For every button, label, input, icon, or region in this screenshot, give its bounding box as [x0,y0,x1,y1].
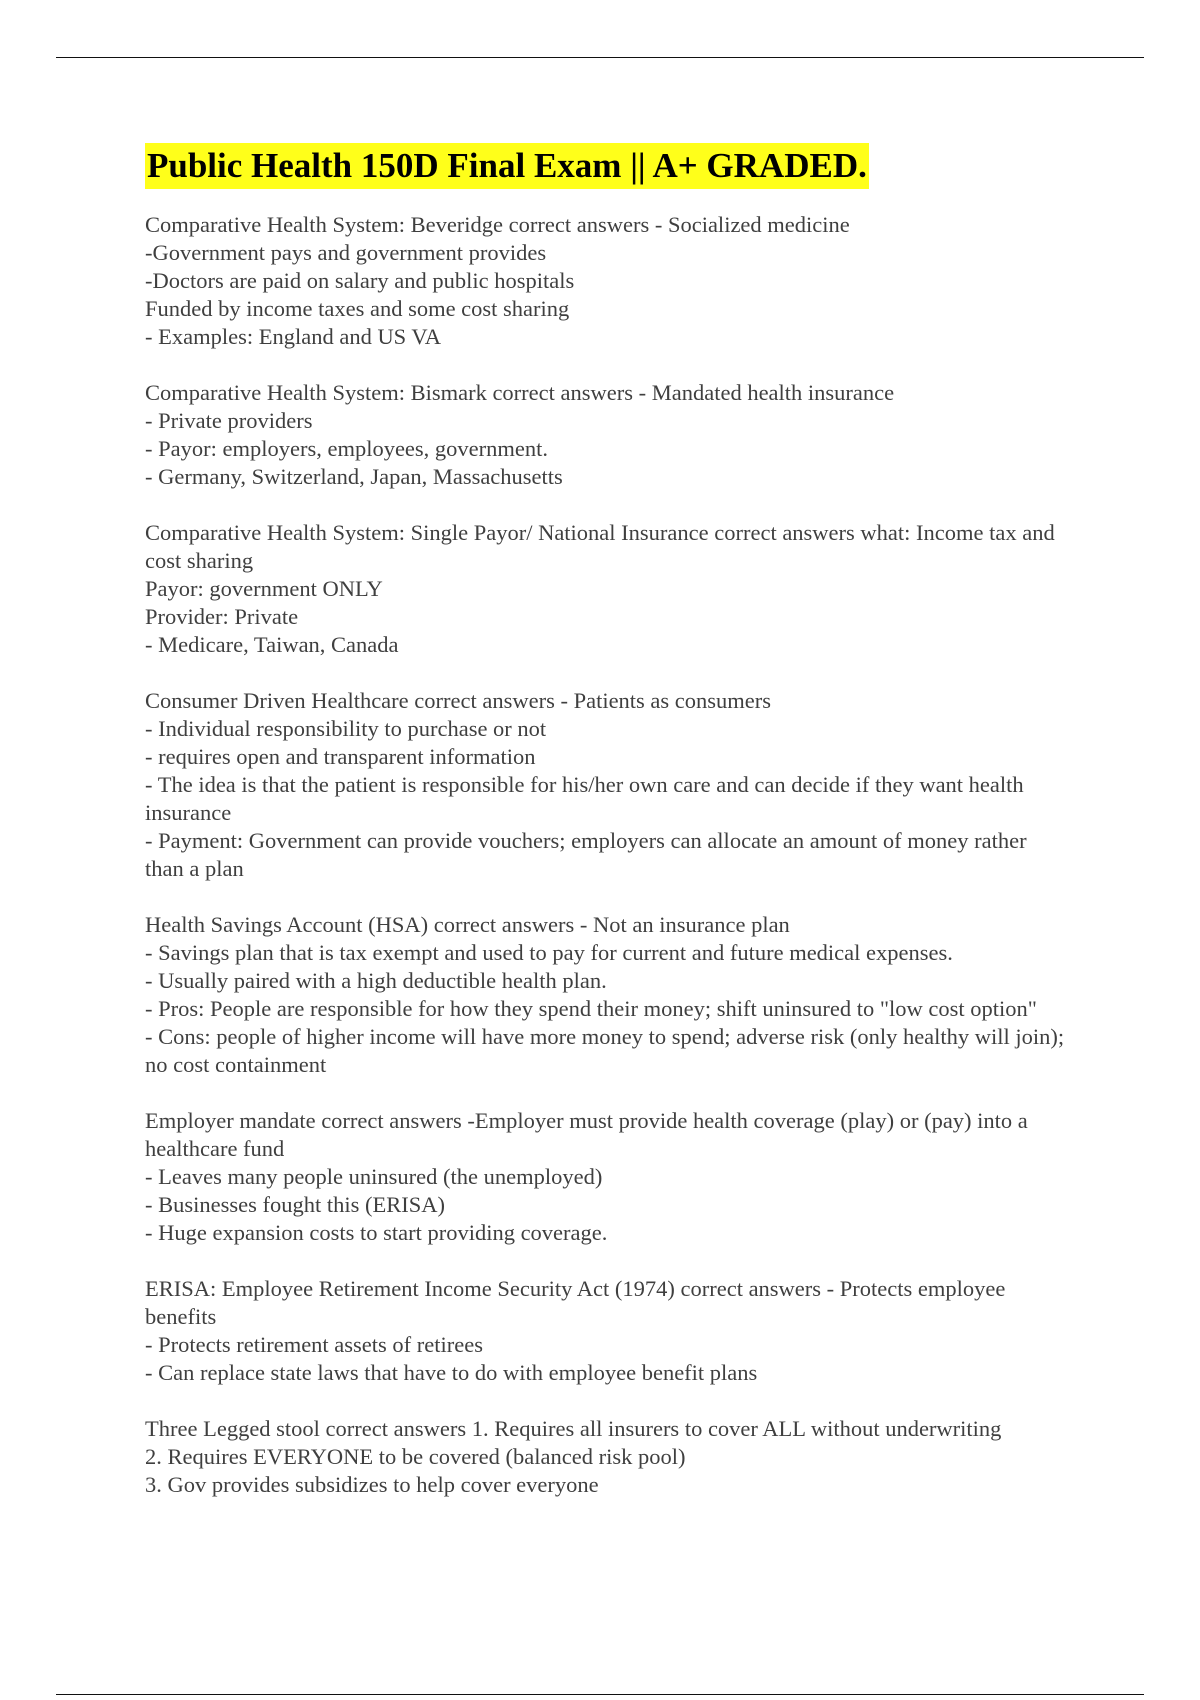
entry-answer-line: - requires open and transparent information [145,744,536,769]
entry-question-line: Consumer Driven Healthcare correct answers - Patients as consumers [145,688,772,713]
entry-answer-line: - Examples: England and US VA [145,324,442,349]
flashcard-entry [145,211,1065,351]
entry-question-line: Comparative Health System: Beveridge correct answers - Socialized medicine [145,212,850,237]
entry-answer-line: - Individual responsibility to purchase or not [145,716,547,741]
entry-answer-line: -Government pays and government provides [145,240,547,265]
entry-answer-line: - Usually paired with a high deductible health plan. [145,968,607,993]
entry-answer-line: - Payor: employers, employees, government. [145,436,549,461]
entry-answer-line: - Savings plan that is tax exempt and used to pay for current and future medical expenses. [145,940,953,965]
entry-answer-line: - Huge expansion costs to start providing coverage. [145,1220,608,1245]
entry-answer-line: - Germany, Switzerland, Japan, Massachusetts [145,464,563,489]
document-body [145,143,1065,1527]
entry-answer-line: - Private providers [145,408,313,433]
entry-question-line: Comparative Health System: Bismark correct answers - Mandated health insurance [145,380,895,405]
top-rule [56,57,1144,58]
entry-answer-line: - The idea is that the patient is responsible for his/her own care and can decide if they want health insurance [145,772,1024,825]
entry-question-line: Comparative Health System: Single Payor/ National Insurance correct answers what: Income tax and cost sharing [145,520,1055,573]
flashcard-entry [145,911,1065,1079]
entry-question-line: Three Legged stool correct answers 1. Requires all insurers to cover ALL without underwriting [145,1416,1002,1441]
entry-answer-line: 3. Gov provides subsidizes to help cover everyone [145,1472,599,1497]
entry-question-line: ERISA: Employee Retirement Income Security Act (1974) correct answers - Protects employee benefits [145,1276,1006,1329]
entry-answer-line: Payor: government ONLY [145,576,383,601]
flashcard-entry [145,1275,1065,1387]
entry-answer-line: Funded by income taxes and some cost sharing [145,296,570,321]
entry-answer-line: 2. Requires EVERYONE to be covered (balanced risk pool) [145,1444,686,1469]
entry-answer-line: Provider: Private [145,604,299,629]
entry-answer-line: -Doctors are paid on salary and public hospitals [145,268,575,293]
flashcard-entry [145,1107,1065,1247]
entry-answer-line: - Cons: people of higher income will have more money to spend; adverse risk (only healthy will join); no cost containment [145,1024,1065,1077]
flashcard-entry [145,379,1065,491]
entry-answer-line: - Payment: Government can provide vouchers; employers can allocate an amount of money rather than a plan [145,828,1027,881]
entry-answer-line: - Businesses fought this (ERISA) [145,1192,445,1217]
flashcard-list [145,211,1065,1499]
entry-answer-line: - Leaves many people uninsured (the unemployed) [145,1164,603,1189]
flashcard-entry [145,687,1065,883]
entry-answer-line: - Protects retirement assets of retirees [145,1332,483,1357]
entry-question-line: Employer mandate correct answers -Employer must provide health coverage (play) or (pay) into a healthcare fund [145,1108,1028,1161]
flashcard-entry [145,519,1065,659]
entry-answer-line: - Medicare, Taiwan, Canada [145,632,399,657]
flashcard-entry [145,1415,1065,1499]
entry-answer-line: - Can replace state laws that have to do with employee benefit plans [145,1360,758,1385]
document-title: Public Health 150D Final Exam || A+ GRADED. [145,143,869,189]
entry-answer-line: - Pros: People are responsible for how they spend their money; shift uninsured to "low cost option" [145,996,1037,1021]
entry-question-line: Health Savings Account (HSA) correct answers - Not an insurance plan [145,912,790,937]
bottom-rule [56,1694,1144,1695]
